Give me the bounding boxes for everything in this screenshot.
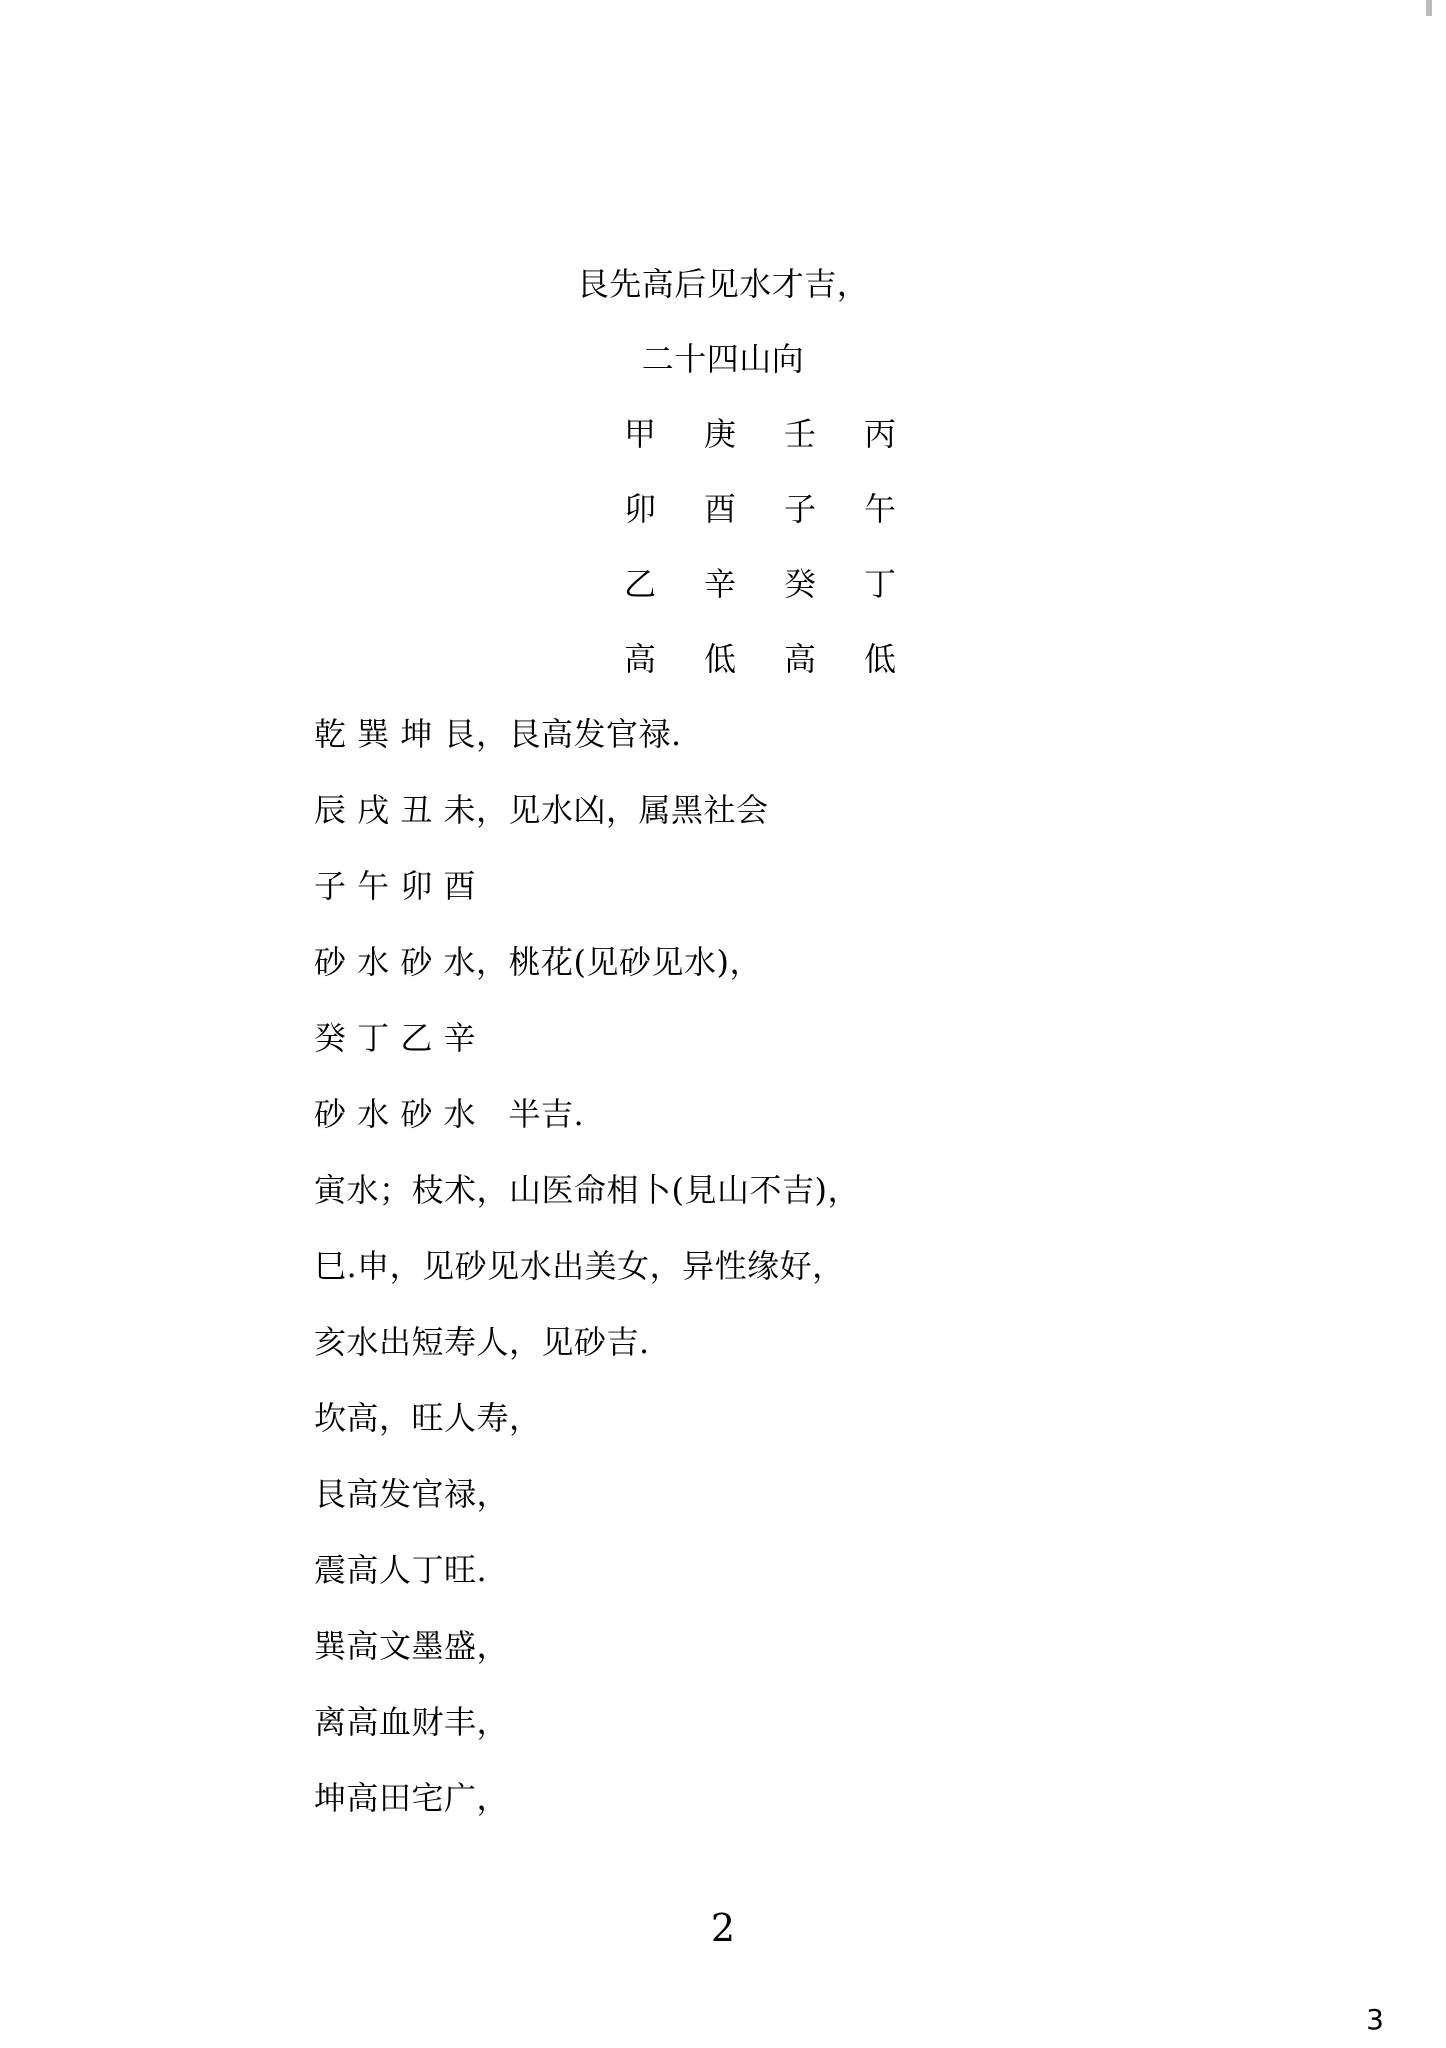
grid-cell: 辛 xyxy=(703,565,736,603)
grid-cell: 低 xyxy=(703,640,736,678)
grid-cell: 庚 xyxy=(703,415,736,453)
grid-cell: 低 xyxy=(863,640,896,678)
body-line-3: 子 午 卯 酉 xyxy=(314,867,477,905)
grid-cell: 癸 xyxy=(783,565,816,603)
stem-grid-row-2 xyxy=(620,489,900,529)
stem-grid-row-3 xyxy=(620,564,900,604)
grid-cell: 壬 xyxy=(783,415,816,453)
page-number: 2 xyxy=(710,1906,736,1950)
corner-page-number: 3 xyxy=(1366,2003,1384,2036)
grid-cell: 酉 xyxy=(703,490,736,528)
body-line-1: 乾 巽 坤 艮，艮高发官禄. xyxy=(314,715,682,753)
grid-cell: 午 xyxy=(863,490,896,528)
body-line-11: 艮高发官禄， xyxy=(314,1475,510,1513)
heading-line-2: 二十四山向 xyxy=(641,340,805,378)
grid-cell: 丙 xyxy=(863,415,896,453)
body-line-14: 离高血财丰， xyxy=(314,1703,510,1741)
grid-cell: 丁 xyxy=(863,565,896,603)
body-line-15: 坤高田宅广， xyxy=(314,1779,510,1817)
grid-cell: 高 xyxy=(783,640,816,678)
body-line-13: 巽高文墨盛， xyxy=(314,1627,510,1665)
body-line-6: 砂 水 砂 水 半吉. xyxy=(314,1095,585,1133)
body-line-10: 坎高，旺人寿， xyxy=(314,1399,542,1437)
body-line-4: 砂 水 砂 水，桃花(见砂见水)， xyxy=(314,943,762,981)
grid-cell: 乙 xyxy=(623,565,656,603)
stem-grid-row-1 xyxy=(620,414,900,454)
grid-cell: 甲 xyxy=(623,415,656,453)
body-line-8: 巳.申，见砂见水出美女，异性缘好， xyxy=(314,1247,845,1285)
body-line-2: 辰 戌 丑 未，见水凶，属黑社会 xyxy=(314,791,769,829)
scan-edge-mark xyxy=(1426,0,1432,16)
stem-grid-row-4 xyxy=(620,639,900,679)
grid-cell: 子 xyxy=(783,490,816,528)
heading-line-1: 艮先高后见水才吉， xyxy=(576,265,870,303)
grid-cell: 高 xyxy=(623,640,656,678)
grid-cell: 卯 xyxy=(623,490,656,528)
body-line-9: 亥水出短寿人，见砂吉. xyxy=(314,1323,650,1361)
body-line-12: 震高人丁旺. xyxy=(314,1551,488,1589)
body-line-7: 寅水；枝术，山医命相卜(見山不吉)， xyxy=(314,1171,860,1209)
body-line-5: 癸 丁 乙 辛 xyxy=(314,1019,477,1057)
